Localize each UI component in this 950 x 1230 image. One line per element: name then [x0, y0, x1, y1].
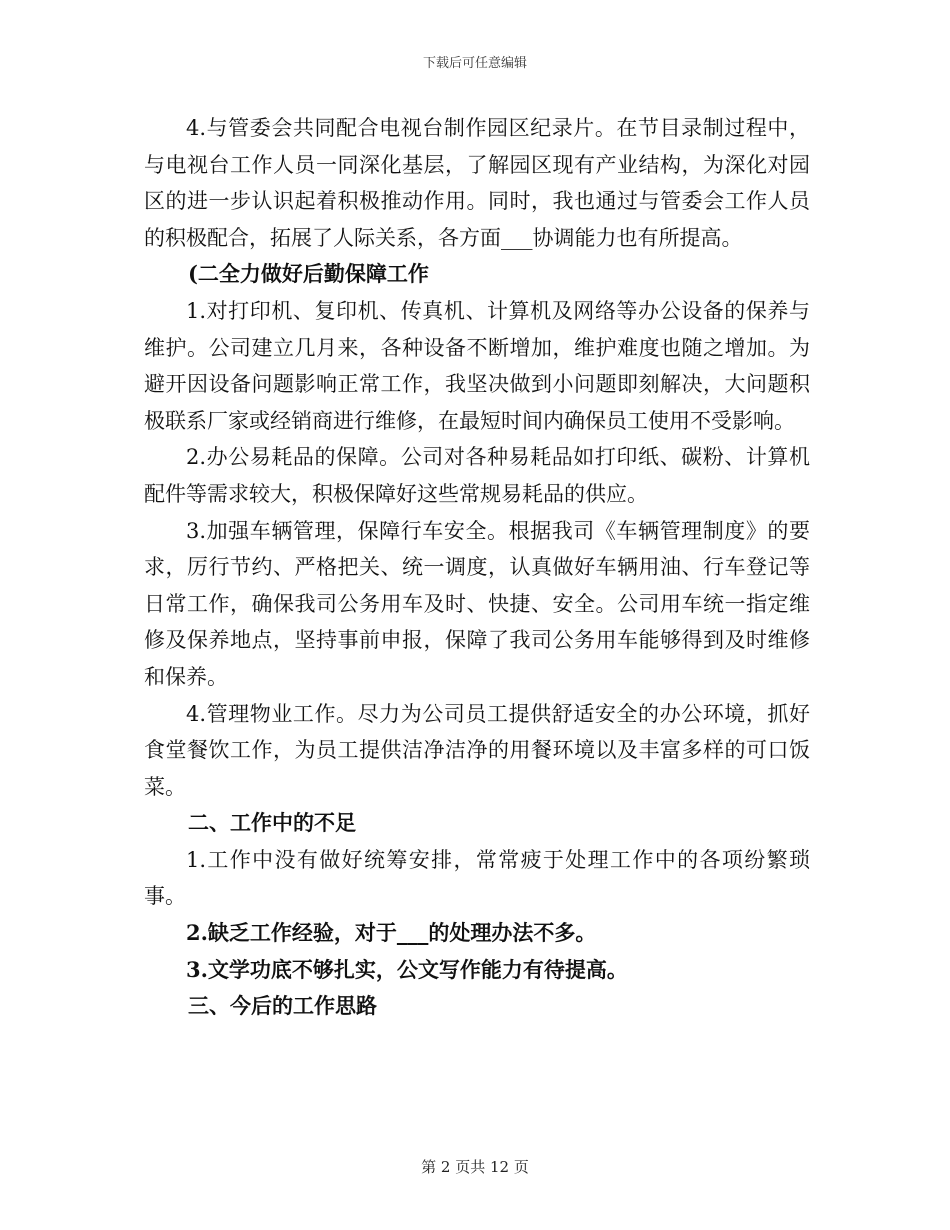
document-body — [144, 110, 810, 1025]
paragraph-shortcoming-1: 1.工作中没有做好统筹安排，常常疲于处理工作中的各项纷繁琐事。 — [144, 847, 810, 909]
paragraph-item-2-consumables: 2.办公易耗品的保障。公司对各种易耗品如打印纸、碳粉、计算机配件等需求较大，积极保障好这些常规易耗品的供应。 — [144, 445, 810, 506]
paragraph-item-3-vehicles: 3.加强车辆管理，保障行车安全。根据我司《车辆管理制度》的要求，厉行节约、严格把关、统一调度，认真做好车辆用油、行车登记等日常工作，确保我司公务用车及时、快捷、安全。公司用车统一指定维修及保养地点，坚持事前申报，保障了我司公务用车能够得到及时维修和保养。 — [144, 518, 810, 689]
page-footer: 第 2 页共 12 页 — [421, 1158, 529, 1176]
section-heading-future-plans: 三、今后的工作思路 — [188, 993, 377, 1019]
section-heading-logistics: (二全力做好后勤保障工作 — [188, 261, 429, 287]
paragraph-item-1-equipment: 1.对打印机、复印机、传真机、计算机及网络等办公设备的保养与维护。公司建立几月来，各种设备不断增加，维护难度也随之增加。为避开因设备问题影响正常工作，我坚决做到小问题即刻解决，大问题积极联系厂家或经销商进行维修，在最短时间内确保员工使用不受影响。 — [144, 298, 810, 433]
page-header: 下载后可任意编辑 — [422, 56, 527, 71]
paragraph-item-4-property: 4.管理物业工作。尽力为公司员工提供舒适安全的办公环境，抓好食堂餐饮工作，为员工提供洁净洁净的用餐环境以及丰富多样的可口饭菜。 — [144, 701, 810, 799]
section-heading-shortcomings: 二、工作中的不足 — [188, 810, 356, 836]
paragraph-shortcoming-2: 2.缺乏工作经验，对于___的处理办法不多。 — [186, 920, 597, 946]
paragraph-item-4-documentary: 4.与管委会共同配合电视台制作园区纪录片。在节目录制过程中，与电视台工作人员一同深化基层，了解园区现有产业结构，为深化对园区的进一步认识起着积极推动作用。同时，我也通过与管委会工作人员的积极配合，拓展了人际关系，各方面___协调能力也有所提高。 — [144, 116, 810, 250]
paragraph-shortcoming-3: 3.文学功底不够扎实，公文写作能力有待提高。 — [186, 956, 628, 982]
